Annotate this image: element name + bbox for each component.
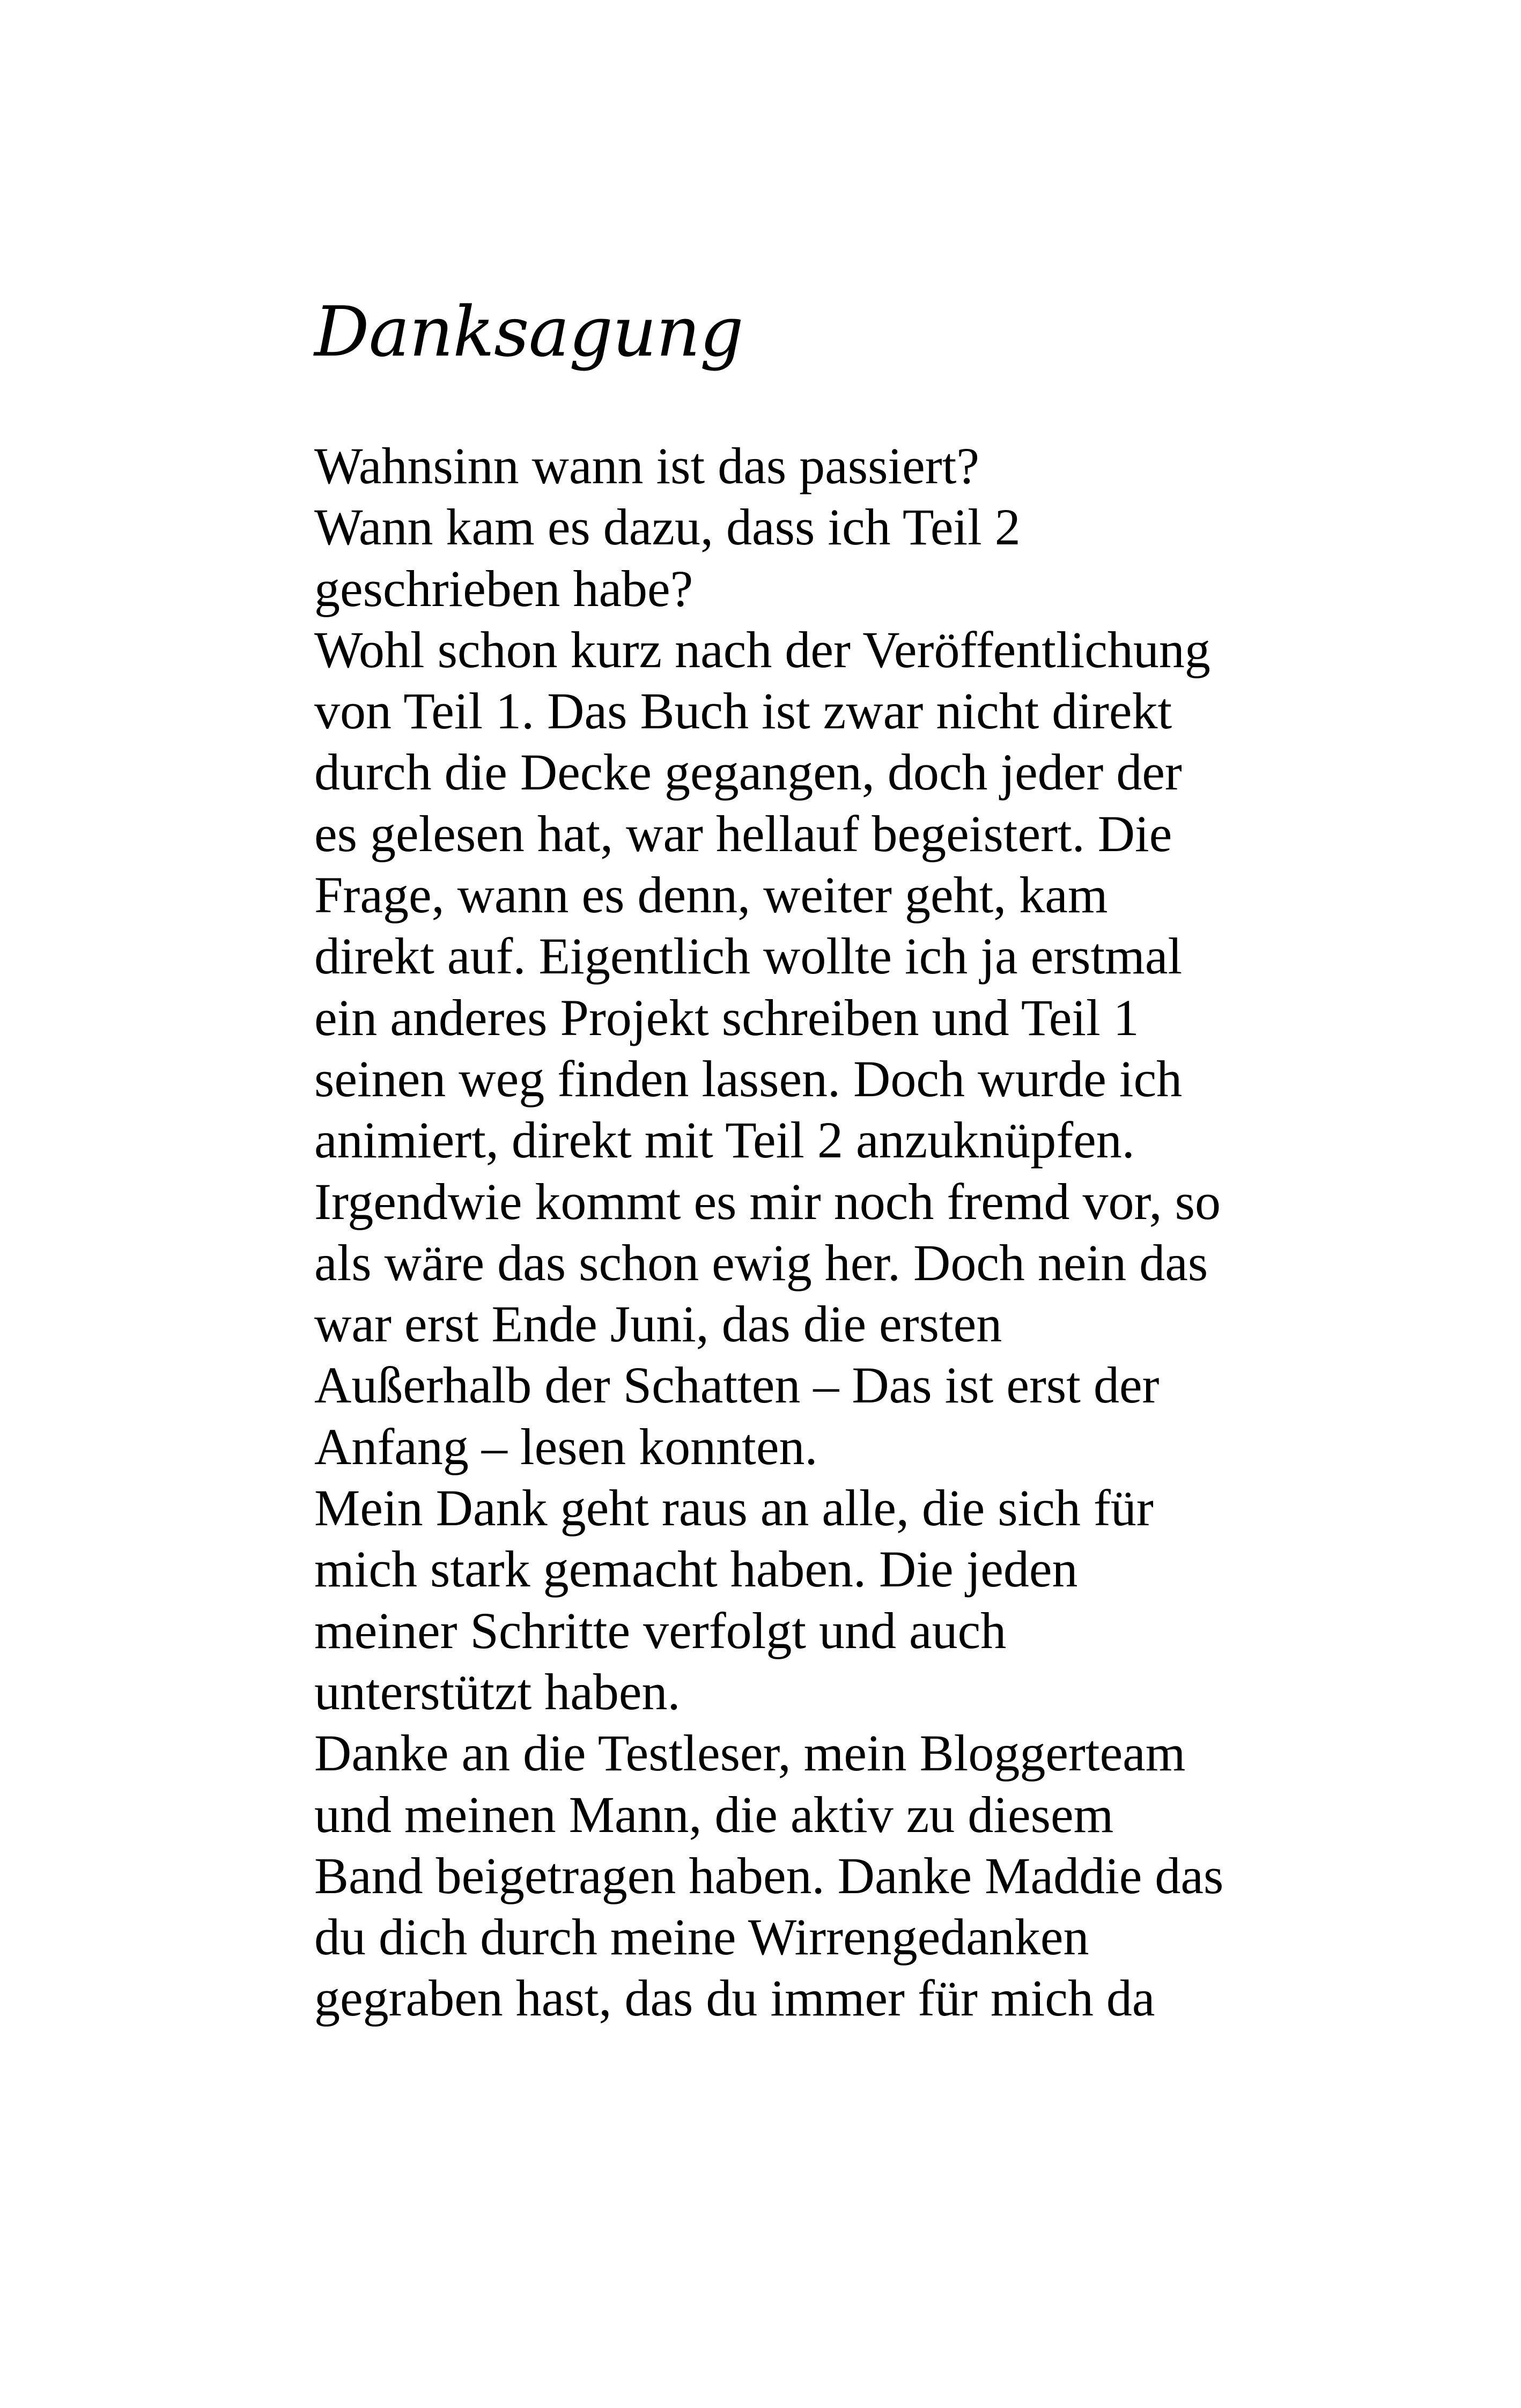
text-line: Außerhalb der Schatten – Das ist erst der xyxy=(314,1356,1160,1414)
text-line: ein anderes Projekt schreiben und Teil 1 xyxy=(314,988,1139,1046)
text-line: von Teil 1. Das Buch ist zwar nicht direkt xyxy=(314,682,1172,740)
text-line: durch die Decke gegangen, doch jeder der xyxy=(314,743,1182,801)
text-line: Wohl schon kurz nach der Veröffentlichung xyxy=(314,621,1210,678)
text-line: seinen weg finden lassen. Doch wurde ich xyxy=(314,1050,1183,1107)
text-line: war erst Ende Juni, das die ersten xyxy=(314,1295,1002,1353)
text-line: und meinen Mann, die aktiv zu diesem xyxy=(314,1785,1114,1843)
text-line: mich stark gemacht haben. Die jeden xyxy=(314,1540,1078,1598)
text-line: Frage, wann es denn, weiter geht, kam xyxy=(314,866,1108,924)
text-line: du dich durch meine Wirrengedanken xyxy=(314,1908,1089,1966)
text-line: Band beigetragen haben. Danke Maddie das xyxy=(314,1846,1224,1904)
text-line: gegraben hast, das du immer für mich da xyxy=(314,1969,1155,2027)
text-line: als wäre das schon ewig her. Doch nein das xyxy=(314,1233,1208,1291)
text-line: animiert, direkt mit Teil 2 anzuknüpfen. xyxy=(314,1111,1135,1169)
text-line: geschrieben habe? xyxy=(314,559,693,617)
chapter-heading: Danksagung xyxy=(314,292,743,372)
text-line: Wahnsinn wann ist das passiert? xyxy=(314,437,980,494)
text-line: Mein Dank geht raus an alle, die sich für xyxy=(314,1479,1154,1537)
text-line: Anfang – lesen konnten. xyxy=(314,1417,818,1475)
text-line: direkt auf. Eigentlich wollte ich ja erstmal xyxy=(314,927,1183,985)
text-line: Irgendwie kommt es mir noch fremd vor, so xyxy=(314,1172,1221,1230)
text-line: Wann kam es dazu, dass ich Teil 2 xyxy=(314,498,1021,556)
text-line: meiner Schritte verfolgt und auch xyxy=(314,1601,1007,1659)
body-text xyxy=(314,435,1333,2029)
text-line: Danke an die Testleser, mein Bloggerteam xyxy=(314,1724,1186,1782)
text-line: es gelesen hat, war hellauf begeistert. Die xyxy=(314,804,1172,862)
text-line: unterstützt haben. xyxy=(314,1663,681,1720)
